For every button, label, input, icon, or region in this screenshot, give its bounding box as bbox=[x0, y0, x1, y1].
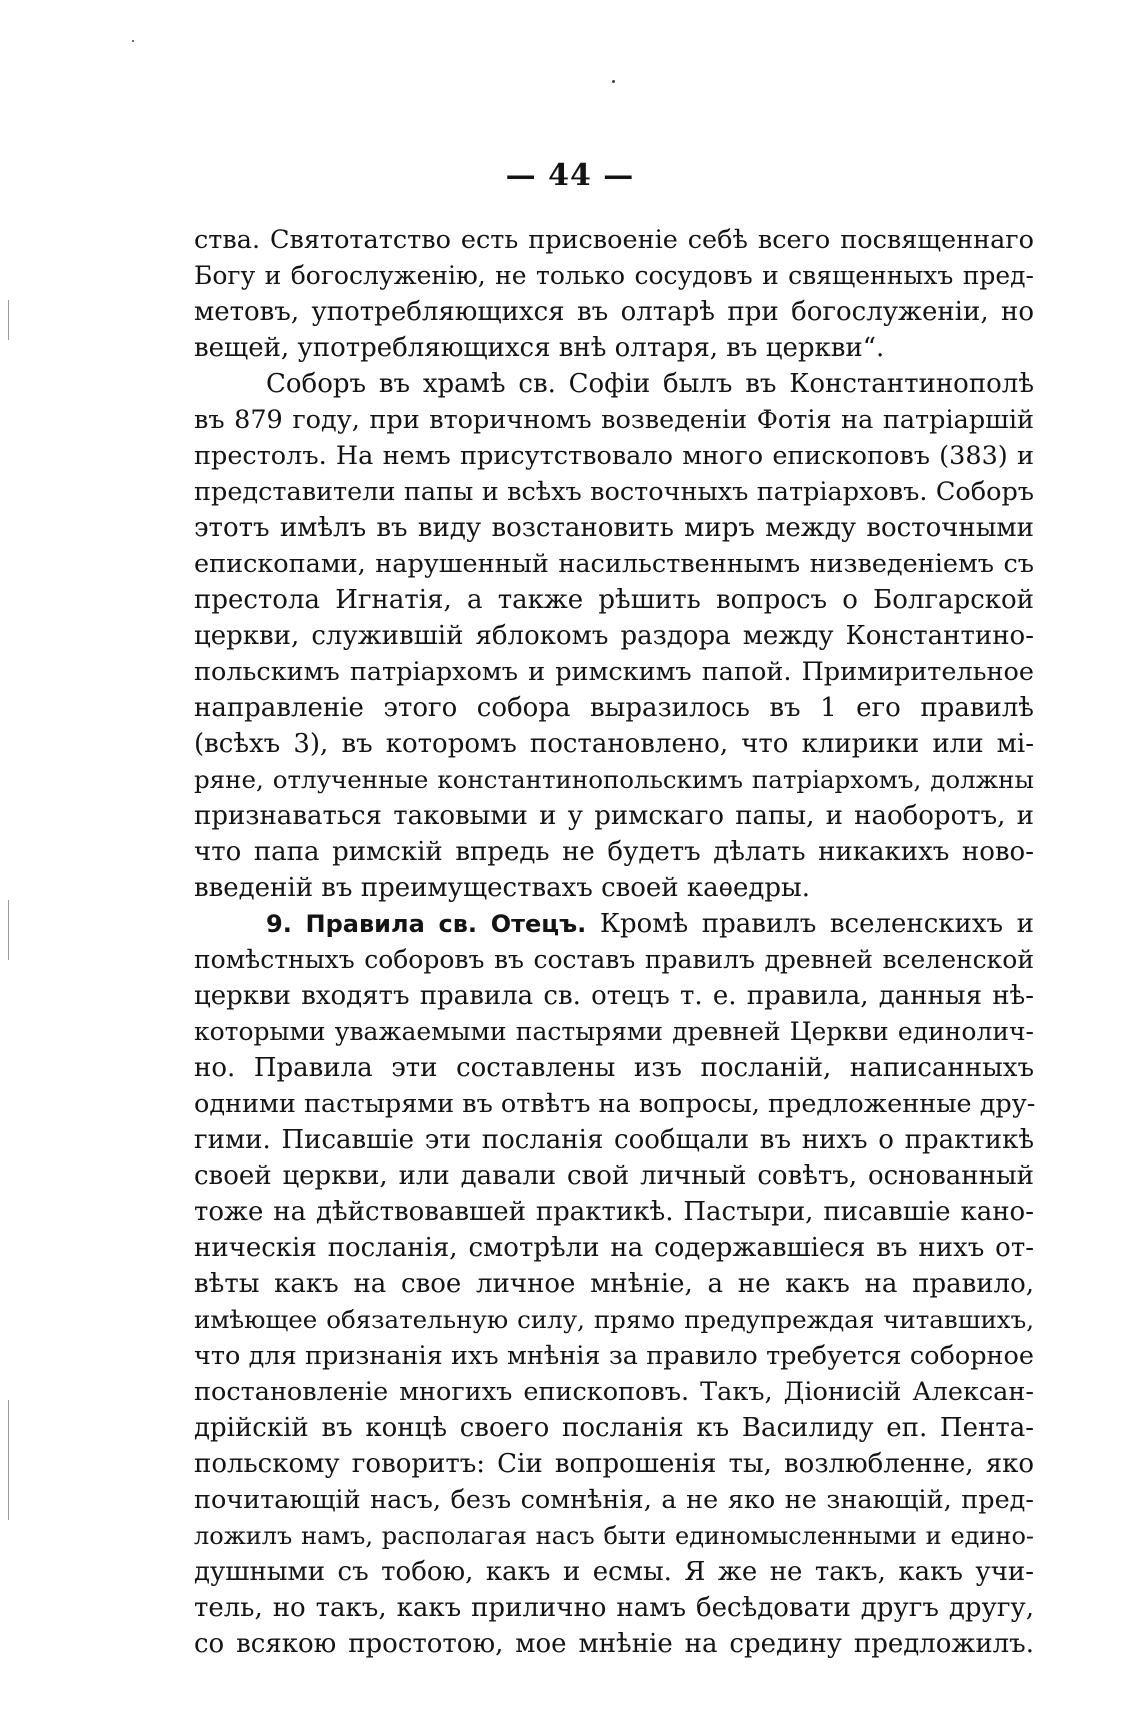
text-line: душными съ тобою, какъ и есмы. Я же не такъ, какъ учи- bbox=[194, 1557, 1034, 1587]
text-line: вѣты какъ на свое личное мнѣніе, а не какъ на правило, bbox=[194, 1269, 1034, 1299]
scan-speck bbox=[132, 40, 134, 42]
text-line: которыми уважаемыми пастырями древней Церкви единолич- bbox=[194, 1017, 1034, 1046]
text-line: признаваться таковыми и у римскаго папы, и наоборотъ, и bbox=[194, 801, 1034, 831]
text-line: что папа римскій впредь не будетъ дѣлать никакихъ ново- bbox=[194, 837, 1034, 867]
text-line: тель, но такъ, какъ прилично намъ бесѣдовати другъ другу, bbox=[194, 1593, 1034, 1623]
section-heading: 9. Правила св. Отецъ. bbox=[266, 910, 587, 938]
text-line: что для признанія ихъ мнѣнія за правило требуется соборное bbox=[194, 1341, 1034, 1371]
text-line: этотъ имѣлъ въ виду возстановить миръ между восточными bbox=[194, 513, 1034, 543]
text-line: постановленіе многихъ епископовъ. Такъ, Діонисій Алексан- bbox=[194, 1377, 1034, 1407]
text-line: метовъ, употребляющихся въ олтарѣ при богослуженіи, но bbox=[194, 297, 1034, 327]
text-line-rest: Кромѣ правилъ вселенскихъ и bbox=[586, 909, 1034, 939]
text-line: церкви, служившій яблокомъ раздора между Константино- bbox=[194, 621, 1034, 651]
text-line: ническія посланія, смотрѣли на содержавшіеся въ нихъ от- bbox=[194, 1233, 1034, 1263]
scan-edge-line bbox=[8, 1400, 9, 1520]
text-line: престола Игнатія, а также рѣшить вопросъ о Болгарской bbox=[194, 585, 1034, 615]
text-line: со всякою простотою, мое мнѣніе на средину предложилъ. bbox=[194, 1629, 1034, 1659]
text-line: епископами, нарушенный насильственнымъ низведеніемъ съ bbox=[194, 549, 1034, 579]
text-line: дрійскій въ концѣ своего посланія къ Василиду еп. Пента- bbox=[194, 1413, 1034, 1443]
text-line: своей церкви, или давали свой личный совѣтъ, основанный bbox=[194, 1161, 1034, 1191]
text-line: почитающій насъ, безъ сомнѣнія, а не яко не знающій, пред- bbox=[194, 1485, 1034, 1515]
scan-edge-line bbox=[8, 300, 9, 340]
text-line: ряне, отлученные константинопольскимъ патріархомъ, должны bbox=[194, 765, 1034, 794]
text-line: но. Правила эти составлены изъ посланій, написанныхъ bbox=[194, 1053, 1034, 1083]
text-line: ложилъ намъ, располагая насъ быти единомысленными и едино- bbox=[194, 1522, 1034, 1550]
page-number: — 44 — bbox=[505, 158, 635, 193]
text-line: имѣющее обязательную силу, прямо предупреждая читавшихъ, bbox=[194, 1305, 1034, 1334]
text-line: въ 879 году, при вторичномъ возведеніи Фотія на патріаршій bbox=[194, 405, 1034, 435]
body-text bbox=[194, 222, 1034, 1662]
text-line: вещей, употребляющихся внѣ олтаря, въ церкви“. bbox=[194, 333, 885, 363]
text-line: (всѣхъ 3), въ которомъ постановлено, что клирики или мі- bbox=[194, 729, 1034, 759]
text-line: тоже на дѣйствовавшей практикѣ. Пастыри, писавшіе кано- bbox=[194, 1197, 1034, 1227]
text-line bbox=[194, 906, 1034, 942]
text-line: ства. Святотатство есть присвоеніе себѣ всего посвященнаго bbox=[194, 225, 1034, 255]
text-line: направленіе этого собора выразилось въ 1 его правилѣ bbox=[194, 693, 1034, 723]
text-line: представители папы и всѣхъ восточныхъ патріарховъ. Соборъ bbox=[194, 477, 1034, 507]
text-line: помѣстныхъ соборовъ въ составъ правилъ древней вселенской bbox=[194, 945, 1034, 974]
text-line: польскимъ патріархомъ и римскимъ папой. Примирительное bbox=[194, 657, 1034, 687]
text-line: одними пастырями въ отвѣтъ на вопросы, предложенные дру- bbox=[194, 1089, 1036, 1119]
text-line: польскому говоритъ: Сіи вопрошенія ты, возлюбленне, яко bbox=[194, 1449, 1034, 1479]
text-line: гими. Писавшіе эти посланія сообщали въ нихъ о практикѣ bbox=[194, 1125, 1034, 1155]
text-line: Соборъ въ храмѣ св. Софіи былъ въ Константинополѣ bbox=[266, 369, 1034, 399]
text-line: престолъ. На немъ присутствовало много епископовъ (383) и bbox=[194, 441, 1034, 471]
text-line: церкви входятъ правила св. отецъ т. е. правила, данныя нѣ- bbox=[194, 981, 1034, 1011]
text-line: введеній въ преимуществахъ своей каѳедры. bbox=[194, 873, 811, 903]
text-line: Богу и богослуженію, не только сосудовъ и священныхъ пред- bbox=[194, 261, 1034, 290]
scan-speck bbox=[612, 80, 615, 83]
scan-edge-line bbox=[8, 900, 9, 960]
